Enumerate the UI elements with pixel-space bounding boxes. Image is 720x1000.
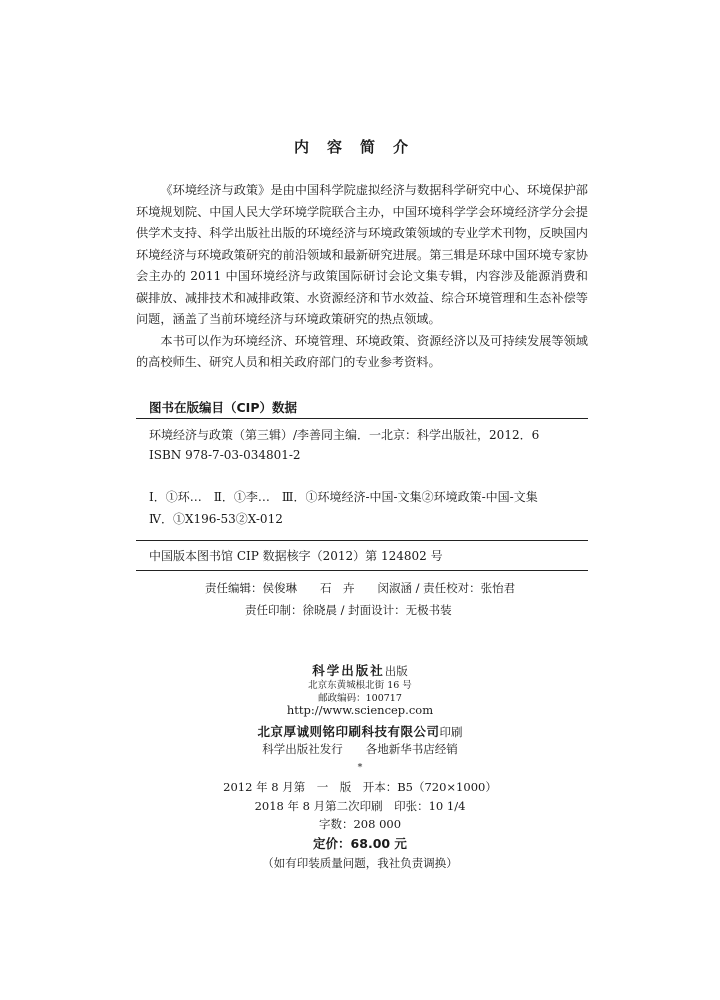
cip-title-line: 环境经济与政策（第三辑）/李善同主编．一北京：科学出版社，2012．6 <box>149 428 540 442</box>
printing-info: 2018 年 8 月第二次印刷 印张：10 1/4 <box>254 799 466 813</box>
credits-editors: 责任编辑：侯俊琳 石 卉 闵淑涵 / 责任校对：张怡君 <box>205 581 516 595</box>
edition-info: 2012 年 8 月第 一 版 开本：B5（720×1000） <box>223 780 497 794</box>
quality-notice: （如有印装质量问题，我社负责调换） <box>262 856 458 870</box>
introduction-paragraph-1: 《环境经济与政策》是由中国科学院虚拟经济与数据科学研究中心、环境保护部环境规划院、中国人民大学环境学院联合主办，中国环境科学学会环境经济学分会提供学术支持、科学出版社出版的环境经济与环境政策领域的专业学术刊物，反映国内环境经济与环境政策研究的前沿领域和最新研究进展。第三辑是环球中国环境专家协会主办的 2011 中国环境经济与政策国际研讨会论文集专辑，内容涉及能源消费和碳排放、减排技术和减排政策、水资源经济和节水效益、综合环境管理和生态补偿等问题，涵盖了当前环境经济与环境政策研究的热点领域。 <box>136 183 588 326</box>
publisher-address: 北京东黄城根北街 16 号 <box>308 680 412 691</box>
word-count: 字数：208 000 <box>318 817 402 831</box>
publisher-name: 科学出版社 <box>312 663 385 678</box>
cip-data-number: 中国版本图书馆 CIP 数据核字（2012）第 124802 号 <box>149 549 443 563</box>
publisher-postcode: 邮政编码：100717 <box>318 693 402 704</box>
price: 定价：68.00 元 <box>313 836 407 851</box>
cip-isbn: ISBN 978-7-03-034801-2 <box>149 448 301 462</box>
cip-heading: 图书在版编目（CIP）数据 <box>149 400 297 415</box>
cip-bottom-rule <box>136 570 588 571</box>
introduction-title: 内容简介 <box>293 138 426 156</box>
cip-subject-line-2: Ⅳ．①X196-53②X-012 <box>149 512 283 526</box>
cip-middle-rule <box>136 540 588 541</box>
cip-subject-line-1: Ⅰ．①环… Ⅱ．①李… Ⅲ．①环境经济-中国-文集②环境政策-中国-文集 <box>149 490 538 504</box>
printer-name: 北京厚诚则铭印刷科技有限公司 <box>257 724 440 739</box>
credits-production: 责任印制：徐晓晨 / 封面设计：无极书装 <box>245 603 452 617</box>
introduction-paragraph-2: 本书可以作为环境经济、环境管理、环境政策、资源经济以及可持续发展等领域的高校师生、研究人员和相关政府部门的专业参考资料。 <box>136 333 588 369</box>
printer-line <box>0 721 720 740</box>
separator-asterisk: * <box>357 762 363 773</box>
publisher-action: 出版 <box>384 664 408 678</box>
cip-top-rule <box>136 418 588 419</box>
introduction-body <box>136 180 588 374</box>
distribution-info: 科学出版社发行 各地新华书店经销 <box>262 742 458 756</box>
printer-action: 印刷 <box>439 725 463 739</box>
publisher-url: http://www.sciencep.com <box>286 703 434 717</box>
